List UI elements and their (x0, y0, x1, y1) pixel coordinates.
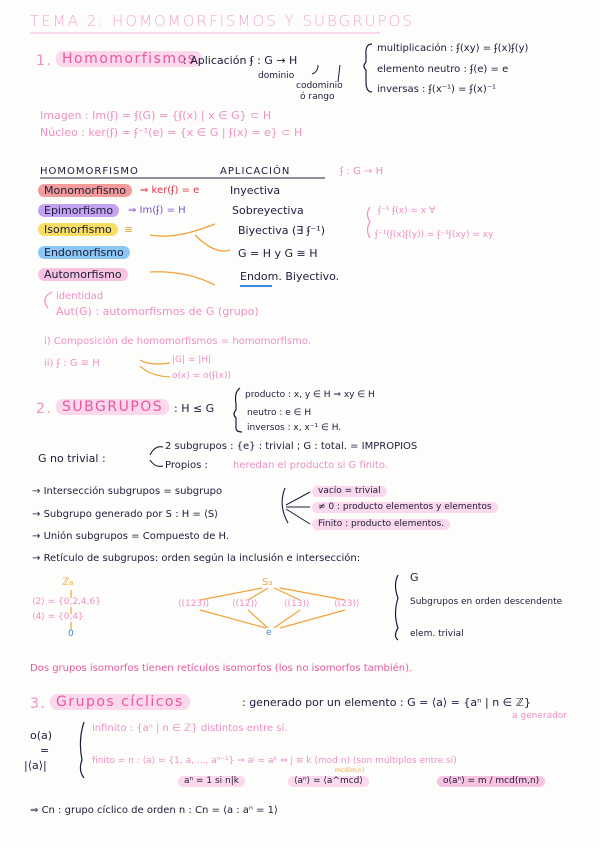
ops-bracket (282, 488, 288, 523)
generador-label: a generador (512, 711, 568, 721)
imagen-definition: Imagen : Im(ʄ) = ʄ(G) = {ʄ(x) | x ∈ G} ⊂ H (40, 109, 272, 122)
note-isomorphism: ii) ʄ : G ≅ H (44, 358, 100, 369)
op-generado: → Subgrupo generado por S : H = ⟨S⟩ (32, 509, 219, 520)
table-col-aplicacion: APLICACIÓN (220, 166, 291, 177)
page-title: TEMA 2: HOMOMORFISMOS Y SUBGRUPOS (30, 12, 414, 30)
sub-prop-neutro: neutro : e ∈ H (247, 408, 312, 418)
lattice-right-g: G (410, 571, 419, 584)
rango-label: ó rango (300, 92, 335, 102)
case-no-vacio: ≠ 0 : producto elementos y elementos (312, 502, 498, 513)
reticulo-definition: → Retículo de subgrupos: orden según la inclusión e intersección: (32, 553, 361, 564)
isomorphic-lattices-note: Dos grupos isomorfos tienen retículos isomorfos (los no isomorfos también). (30, 663, 413, 674)
ops-fan (286, 492, 310, 524)
iso-arrow (150, 224, 215, 236)
dominio-label: dominio (258, 71, 295, 81)
auto-arrow (150, 272, 215, 285)
lattice-z8-sub4: ⟨4⟩ = {0,4} (32, 612, 84, 622)
row-epimorfismo-app: Sobreyectiva (232, 204, 304, 217)
s2-brace (234, 388, 242, 432)
section2-definition: : H ≤ G (174, 402, 215, 415)
table-col-map: ʄ : G → H (340, 166, 384, 177)
propios-description: heredan el producto si G finito. (233, 460, 388, 471)
nucleo-definition: Núcleo : ker(ʄ) = ʄ⁻¹(e) = {x ∈ G | ʄ(x) = e} ⊂ H (40, 126, 303, 139)
cn-definition: ⇒ Cn : grupo cíclico de orden n : Cn = ⟨a : aⁿ = 1⟩ (30, 805, 278, 816)
section3-definition: : generado por un elemento : G = ⟨a⟩ = {aⁿ | n ∈ ℤ} (242, 696, 531, 709)
section1-number: 1. (36, 53, 53, 69)
case-vacio: vacío = trivial (312, 486, 387, 497)
lattice-z8: ℤ₈ (62, 577, 74, 588)
inv-brace (368, 207, 371, 238)
section3-heading: Grupos cíclicos (50, 694, 190, 710)
order-abs: |⟨a⟩| (24, 759, 47, 772)
endom-underline (240, 285, 272, 287)
row-monomorfismo-app: Inyectiva (230, 184, 281, 197)
props-brace (364, 44, 372, 92)
lattice-s3-12: ⟨(12)⟩ (232, 599, 258, 609)
row-endomorfismo: Endomorfismo (38, 246, 130, 259)
formula-generated: ⟨aⁿ⟩ = ⟨a^mcd⟩ (288, 776, 369, 787)
lattice-s3: S₃ (262, 577, 273, 588)
note-composition: i) Composición de homomorfismos = homomorfismo. (44, 336, 312, 347)
section2-heading: SUBGRUPOS (56, 399, 169, 415)
row-automorfismo: Automorfismo (38, 268, 128, 281)
section3-number: 3. (30, 696, 47, 712)
case-finito: Finito : producto elementos. (312, 519, 450, 530)
lattice-s3-13: ⟨(13)⟩ (284, 599, 310, 609)
cyclic-brace (80, 722, 84, 778)
formula-order: o(aⁿ) = m / mcd(m,n) (437, 776, 545, 787)
prop-neutro: elemento neutro : ʄ(e) = e (377, 64, 509, 75)
row-monomorfismo-cond: ⇒ ker(ʄ) = e (140, 185, 200, 196)
lat-mid-top (200, 588, 345, 600)
endo-arrow (195, 235, 230, 251)
note-iso-order-group: |G| = |H| (172, 355, 212, 365)
identidad-curve (45, 292, 52, 308)
title-underline (30, 32, 380, 34)
prop-multiplicacion: multiplicación : ʄ(xy) = ʄ(x)ʄ(y) (377, 43, 529, 54)
sub-prop-producto: producto : x, y ∈ H ⇒ xy ∈ H (245, 390, 375, 400)
row-epimorfismo: Epimorfismo (38, 204, 119, 217)
note-iso-order-elem: o(x) = o(ʄ(x)) (172, 371, 232, 381)
order-a: o(a) (30, 729, 53, 742)
inverse-property-2: ʄ⁻¹(ʄ(x)ʄ(y)) = ʄ⁻¹ʄ(xy) = xy (375, 230, 494, 240)
section2-number: 2. (36, 401, 53, 417)
lat-right-brace (396, 575, 399, 640)
row-isomorfismo: Isomorfismo (38, 223, 118, 236)
note-ii-arrow-b (140, 366, 170, 377)
gnt-arrow-b (150, 460, 163, 466)
cyclic-finite: finito = n : ⟨a⟩ = {1, a, ..., aⁿ⁻¹} ⇒ aʲ = aᵏ ⇔ j ≡ k (mod n) (son múltiplos entre sí) (92, 756, 457, 766)
cyclic-infinite: infinito : {aⁿ | n ∈ ℤ} distintos entre sí. (92, 723, 288, 734)
subgrupos-impropios: 2 subgrupos : {e} : trivial ; G : total. = IMPROPIOS (165, 441, 418, 452)
row-epimorfismo-cond: ⇒ Im(ʄ) = H (128, 205, 186, 216)
sub-prop-inversos: inversos : x, x⁻¹ ∈ H. (247, 423, 342, 433)
row-endomorfismo-app: G = H y G ≅ H (238, 247, 318, 260)
table-col-homomorfismo: HOMOMORFISMO (40, 166, 139, 177)
identidad-label: identidad (56, 291, 104, 302)
gnt-arrow-a (150, 447, 163, 455)
codominio-label: codominio (296, 81, 343, 91)
order-equals: = (40, 744, 50, 757)
row-isomorfismo-app: Biyectiva (∃ ʄ⁻¹) (238, 224, 325, 237)
aut-definition: Aut(G) : automorfismos de G (grupo) (56, 305, 259, 318)
lattice-s3-123: ⟨(123)⟩ (178, 599, 210, 609)
op-interseccion: → Intersección subgrupos = subgrupo (32, 486, 223, 497)
propios-label: Propios : (165, 460, 208, 471)
lattice-z8-zero: 0 (68, 629, 74, 639)
row-isomorfismo-cond: ≅ (124, 223, 134, 236)
lattice-s3-identity: e (266, 628, 272, 638)
g-no-trivial: G no trivial : (38, 452, 106, 465)
lattice-right-trivial: elem. trivial (410, 629, 464, 639)
lat-mid-bottom (200, 610, 345, 628)
formula-mcd-small: mcd(m,n) (335, 767, 365, 774)
section1-heading: Homomorfismos (56, 51, 202, 67)
note-ii-arrow-a (140, 360, 170, 364)
dominio-arrow (312, 65, 318, 74)
op-union: → Unión subgrupos = Compuesto de H. (32, 531, 230, 542)
lattice-s3-23: ⟨(23)⟩ (334, 599, 360, 609)
codominio-arrow (338, 65, 340, 82)
lattice-right-desc: Subgrupos en orden descendente (410, 597, 563, 607)
row-automorfismo-app: Endom. Biyectivo. (240, 270, 340, 283)
lattice-z8-sub2: ⟨2⟩ = {0,2,4,6} (32, 597, 101, 607)
formula-a-power: aⁿ = 1 si n|k (178, 776, 245, 787)
row-monomorfismo: Monomorfismo (38, 184, 132, 197)
section1-definition: : Aplicación ʄ : G → H (183, 54, 298, 67)
prop-inversas: inversas : ʄ(x⁻¹) = ʄ(x)⁻¹ (377, 84, 497, 95)
inverse-property-1: ʄ⁻¹ ʄ(x) = x ∀ (378, 206, 436, 216)
